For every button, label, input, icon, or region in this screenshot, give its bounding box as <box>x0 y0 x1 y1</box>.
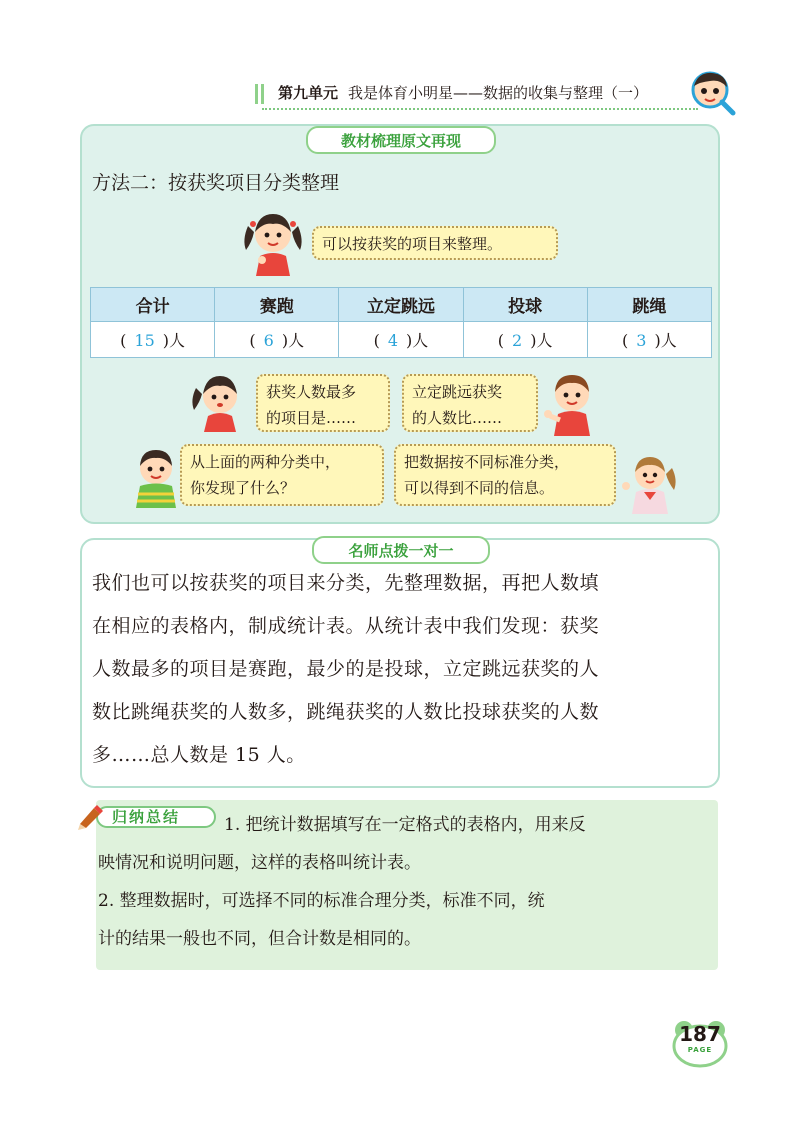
header-bars <box>255 84 267 104</box>
boy-pointing-icon <box>540 370 600 436</box>
bubble-line: 立定跳远获奖 <box>412 383 503 401</box>
paren-close: ) <box>406 331 413 350</box>
section-tab-tips: 名师点拨一对一 <box>312 536 490 564</box>
table-header-cell: 立定跳远 <box>339 288 463 322</box>
paren-close: ) <box>654 331 661 350</box>
table-cell <box>587 322 711 358</box>
speech-bubble-organize: 可以按获奖的项目来整理。 <box>312 226 558 260</box>
speech-bubble-found <box>180 444 384 506</box>
girl-waving-icon <box>620 452 680 514</box>
unit-label: 第九单元 <box>278 84 339 102</box>
count-value: 6 <box>263 331 274 350</box>
bubble-line: 的人数比…… <box>412 409 503 427</box>
girl-thinking-icon <box>188 370 250 432</box>
bubble-line: 你发现了什么？ <box>190 479 296 497</box>
count-value: 15 <box>134 331 155 350</box>
count-value: 2 <box>512 331 523 350</box>
boy-striped-icon <box>128 446 184 508</box>
paragraph-line: 多……总人数是 15 人。 <box>92 744 306 766</box>
table-header-cell: 投球 <box>463 288 587 322</box>
paragraph-line: 在相应的表格内，制成统计表。从统计表中我们发现：获奖 <box>92 615 600 637</box>
table-cell <box>339 322 463 358</box>
table-header-row <box>91 288 712 322</box>
count-value: 4 <box>387 331 399 350</box>
method-title: 方法二：按获奖项目分类整理 <box>92 172 340 194</box>
summary-line: 1. 把统计数据填写在一定格式的表格内，用来反 <box>224 815 586 835</box>
table-cell <box>91 322 215 358</box>
unit-text: 人 <box>288 331 305 350</box>
summary-line: 计的结果一般也不同，但合计数是相同的。 <box>98 929 421 949</box>
page-header <box>278 82 648 103</box>
paren-open: ( <box>249 331 256 350</box>
magnifier-kid-icon <box>690 70 736 116</box>
page-number: 187 <box>679 1022 721 1046</box>
paren-open: ( <box>373 331 380 350</box>
speech-bubble-standard <box>394 444 616 506</box>
unit-text: 人 <box>412 331 429 350</box>
paragraph-line: 我们也可以按获奖的项目来分类，先整理数据，再把人数填 <box>92 572 600 594</box>
summary-line: 映情况和说明问题，这样的表格叫统计表。 <box>98 853 421 873</box>
table-header-cell: 跳绳 <box>587 288 711 322</box>
paragraph-line: 人数最多的项目是赛跑，最少的是投球，立定跳远获奖的人 <box>92 658 600 680</box>
unit-text: 人 <box>536 331 553 350</box>
table-cell <box>463 322 587 358</box>
paren-close: ) <box>162 331 170 350</box>
paren-open: ( <box>497 331 505 350</box>
girl-pigtails-icon <box>238 206 308 276</box>
badge-label: 归纳总结 <box>112 808 181 826</box>
header-divider <box>262 108 698 110</box>
bubble-line: 把数据按不同标准分类， <box>404 453 570 471</box>
bubble-line: 获奖人数最多 <box>266 383 357 401</box>
count-value: 3 <box>636 331 647 350</box>
table-header-cell: 合计 <box>91 288 215 322</box>
bubble-line: 从上面的两种分类中， <box>190 453 341 471</box>
bubble-line: 的项目是…… <box>266 409 357 427</box>
summary-line: 2. 整理数据时，可选择不同的标准合理分类，标准不同，统 <box>98 891 545 911</box>
page-word: PAGE <box>687 1046 713 1054</box>
unit-title: 我是体育小明星——数据的收集与整理（一） <box>348 84 649 102</box>
paren-open: ( <box>622 331 629 350</box>
bubble-line: 可以得到不同的信息。 <box>404 479 555 497</box>
paren-close: ) <box>530 331 537 350</box>
summary-text <box>98 806 716 958</box>
speech-bubble-most <box>256 374 390 432</box>
paragraph-line: 数比跳绳获奖的人数多，跳绳获奖的人数比投球获奖的人数 <box>92 701 600 723</box>
table-row <box>91 322 712 358</box>
table-header-cell: 赛跑 <box>215 288 339 322</box>
paren-close: ) <box>281 331 289 350</box>
section-tab-textbook: 教材梳理原文再现 <box>306 126 496 154</box>
award-table <box>90 287 712 358</box>
unit-text: 人 <box>660 331 677 350</box>
tips-paragraph <box>92 562 712 777</box>
unit-text: 人 <box>169 331 186 350</box>
table-cell <box>215 322 339 358</box>
speech-bubble-jump <box>402 374 538 432</box>
paren-open: ( <box>120 331 127 350</box>
